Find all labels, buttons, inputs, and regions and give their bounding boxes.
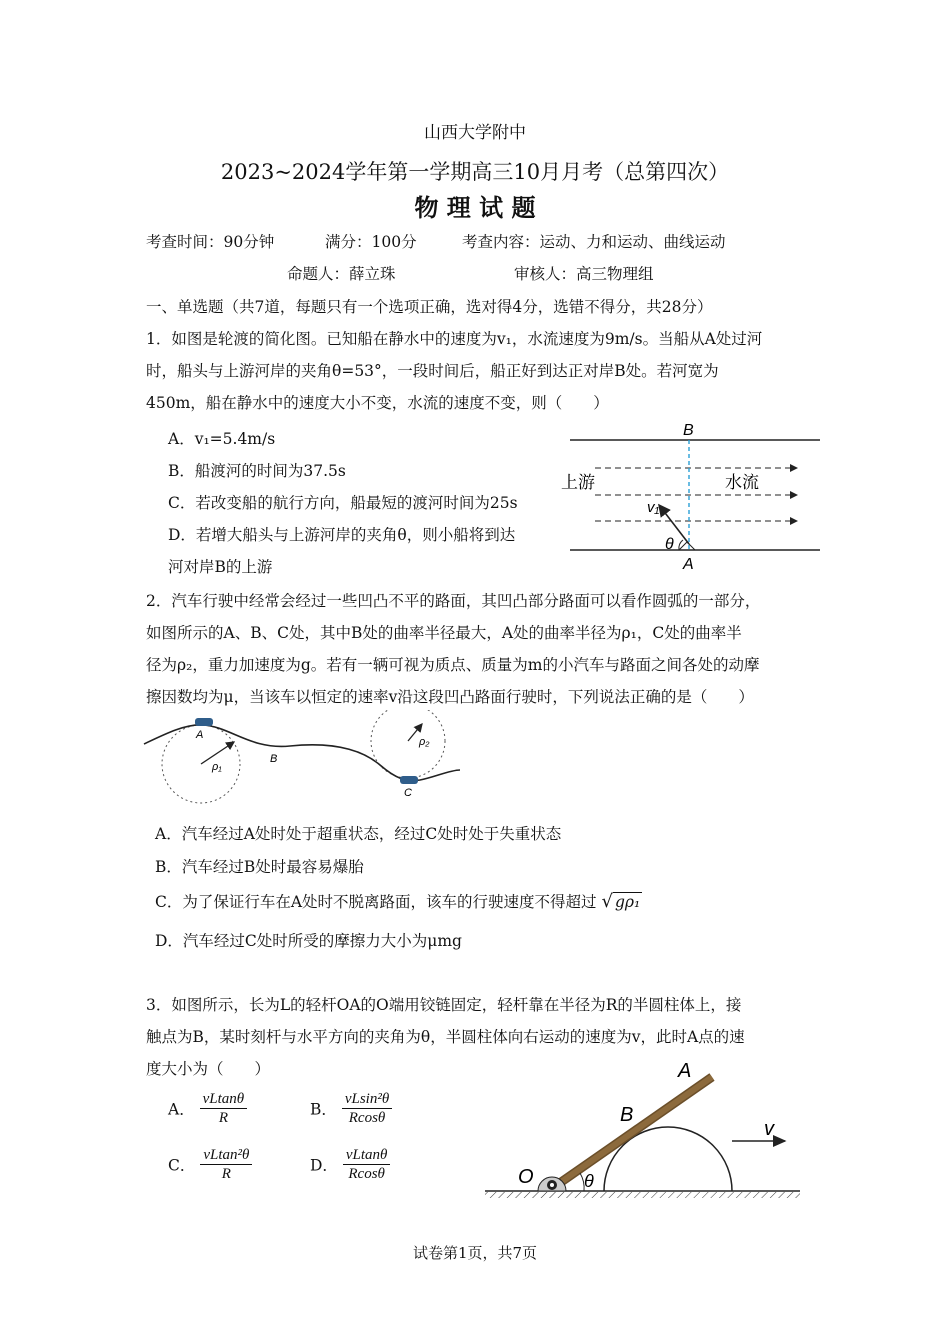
q1-line2: 时，船头与上游河岸的夹角θ=53°，一段时间后，船正好到达正对岸B处。若河宽为: [146, 362, 719, 380]
v1-arrow: [659, 505, 689, 544]
subject-title: 物 理 试 题: [414, 194, 536, 222]
q2-option-c-text: C．为了保证行车在A处时不脱离路面，该车的行驶速度不得超过: [155, 893, 597, 911]
q1-option-d-cont: 河对岸B的上游: [168, 558, 273, 576]
q1-line1: 1．如图是轮渡的简化图。已知船在静水中的速度为v₁，水流速度为9m/s。当船从A处过河: [146, 330, 763, 348]
label-theta: θ: [665, 536, 674, 553]
label-theta: θ: [584, 1171, 594, 1191]
label-upstream: 上游: [561, 473, 595, 492]
q3-option-d[interactable]: D． $\frac{vLtan\theta}{Rcos\theta}$: [310, 1146, 390, 1183]
page-footer: 试卷第1页，共7页: [412, 1244, 538, 1262]
q3-line2: 触点为B，某时刻杆与水平方向的夹角为θ，半圆柱体向右运动的速度为v，此时A点的速: [146, 1028, 745, 1046]
road-diagram: [140, 710, 470, 810]
q1-option-b[interactable]: B．船渡河的时间为37.5s: [168, 462, 346, 480]
ferry-diagram: [555, 418, 835, 578]
q2-option-d[interactable]: D．汽车经过C处时所受的摩擦力大小为μmg: [155, 932, 462, 950]
q2-line4: 擦因数均为μ，当该车以恒定的速率v沿这段凹凸路面行驶时，下列说法正确的是（ ）: [146, 688, 754, 706]
q3-option-a[interactable]: A． $\frac{vLtan\theta}{R}$: [168, 1090, 247, 1127]
q3-line1: 3．如图所示，长为L的轻杆OA的O端用铰链固定，轻杆靠在半径为R的半圆柱体上，接: [146, 996, 742, 1014]
q1-line3: 450m，船在静水中的速度大小不变，水流的速度不变，则（ ）: [146, 394, 609, 412]
label-v: v: [764, 1118, 774, 1140]
label-rho1: ρ₁: [212, 761, 222, 773]
label-a: A: [683, 556, 694, 573]
q2-line1: 2．汽车行驶中经常会经过一些凹凸不平的路面，其凹凸部分路面可以看作圆弧的一部分，: [146, 592, 761, 610]
car-a: [195, 718, 213, 726]
q2-line2: 如图所示的A、B、C处，其中B处的曲率半径最大，A处的曲率半径为ρ₁，C处的曲率半: [146, 624, 742, 642]
label-b: B: [620, 1104, 634, 1126]
label-a: A: [196, 729, 204, 741]
full-score: 满分：100分: [325, 233, 417, 251]
label-b: B: [270, 753, 278, 765]
school-name: 山西大学附中: [424, 123, 526, 143]
q1-option-c[interactable]: C．若改变船的航行方向，船最短的渡河时间为25s: [168, 494, 518, 512]
label-b: B: [683, 422, 694, 439]
q2-option-a[interactable]: A．汽车经过A处时处于超重状态，经过C处时处于失重状态: [155, 825, 562, 843]
exam-title: 2023~2024学年第一学期高三10月月考（总第四次）: [220, 160, 730, 184]
reviewer: 审核人：高三物理组: [514, 265, 654, 283]
q3-option-c[interactable]: C． $\frac{\text{vLtan²θ}}{R}$: [168, 1146, 252, 1183]
car-c: [400, 776, 418, 784]
sqrt-expression: √ gρ₁: [601, 891, 641, 912]
q1-option-d[interactable]: D．若增大船头与上游河岸的夹角θ，则小船将到达: [168, 526, 516, 544]
rod-diagram: [480, 1055, 810, 1205]
label-c: C: [404, 787, 412, 799]
q2-line3: 径为ρ₂，重力加速度为g。若有一辆可视为质点、质量为m的小汽车与路面之间各处的动摩: [146, 656, 760, 674]
q3-option-b[interactable]: B． $\frac{\text{vLsin²θ}}{Rcos\theta}$: [310, 1090, 392, 1127]
road-curve: [144, 725, 460, 781]
label-o: O: [518, 1166, 534, 1188]
q2-option-c[interactable]: [155, 890, 642, 912]
q1-option-a[interactable]: A．v₁=5.4m/s: [168, 430, 276, 448]
exam-content: 考查内容：运动、力和运动、曲线运动: [462, 233, 726, 251]
section-title: 一、单选题（共7道，每题只有一个选项正确，选对得4分，选错不得分，共28分）: [146, 298, 713, 316]
label-a: A: [678, 1060, 692, 1082]
q3-line3: 度大小为（ ）: [146, 1060, 271, 1078]
author: 命题人：薛立珠: [287, 265, 396, 283]
label-rho2: ρ₂: [419, 736, 430, 748]
label-flow: 水流: [725, 473, 759, 492]
exam-time: 考查时间：90分钟: [146, 233, 275, 251]
label-v1: v₁: [647, 499, 660, 516]
q2-option-b[interactable]: B．汽车经过B处时最容易爆胎: [155, 858, 364, 876]
